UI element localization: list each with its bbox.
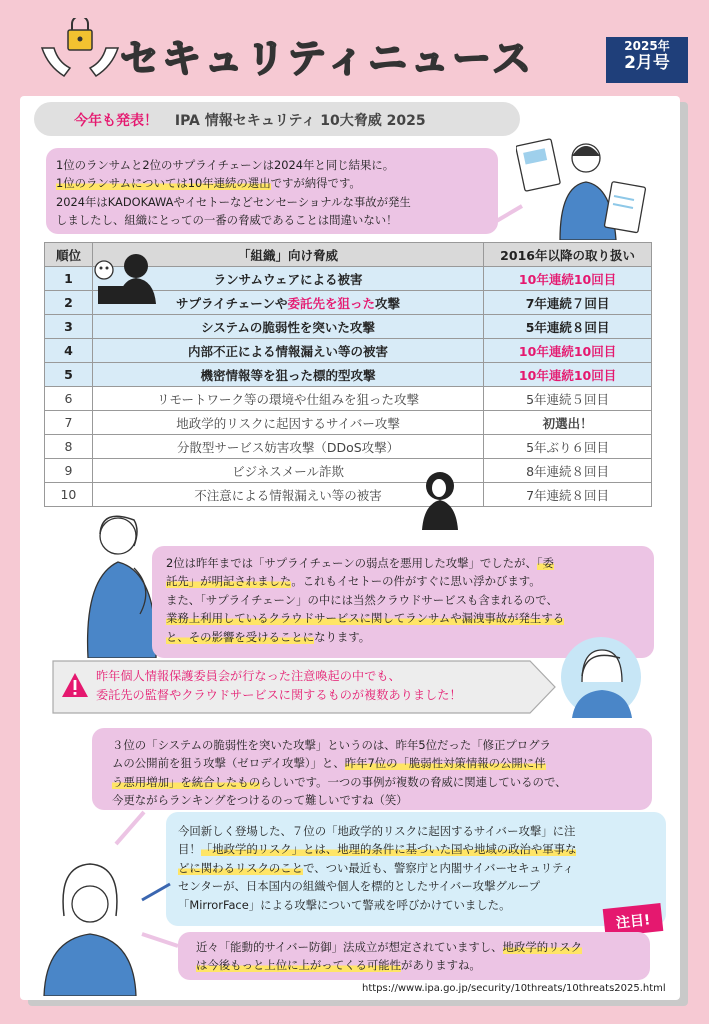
intro-line-4: しましたし、組織にとっての一番の脅威であることは間違いない！ [56,212,398,227]
intro-comment [46,148,498,234]
issue-date-badge [606,37,688,83]
para4-l3b: で、つい最近も、警察庁と内閣サイバーセキュリティ [303,860,574,875]
threat-name: リモートワーク等の環境や仕組みを狙った攻撃 [157,391,420,407]
para2-line-1 [166,554,644,572]
history-cell: 7年連続７回目 [484,291,652,315]
table-row [45,387,652,411]
threat-name: 地政学的リスクに起因するサイバー攻撃 [176,415,400,431]
threat-name-tail: 攻撃 [375,295,401,311]
geopolitical-comment [166,812,666,926]
table-row [45,459,652,483]
vulnerability-comment [92,728,652,810]
para3-l2a: ムの公開前を狙う攻撃（ゼロデイ攻撃）」と、 [112,756,345,771]
attention-badge: 注目! [603,903,664,937]
para3-l2hl: 昨年7位の「脆弱性対策情報の公開に伴 [344,756,546,771]
warning-text [96,667,462,705]
threat-cell [92,339,483,363]
table-row [45,435,652,459]
history-cell: 10年連続10回目 [484,339,652,363]
para4-line-1: 今回新しく登場した、７位の「地政学的リスクに起因するサイバー攻撃」に注 [178,824,576,838]
para4-line-2 [178,840,656,858]
warning-line-1: 昨年個人情報保護委員会が行なった注意喚起の中でも、 [96,669,401,683]
para3-line-4: 今更ながらランキングをつけるのって難しいですね（笑） [112,793,408,808]
history-cell: 7年連続８回目 [484,483,652,507]
rank-cell: 8 [45,435,93,459]
para4-line-3 [178,859,656,877]
para2-l5hl: と、その影響を受けることに [166,629,315,644]
speech-pointer-4 [140,930,180,950]
para3-line-1: ３位の「システムの脆弱性を突いた攻撃」というのは、昨年5位だった「修正プログラ [112,738,551,752]
warning-icon [61,672,89,698]
para3-l3b: らしいです。一つの事例が複数の脅威に関連しているので、 [260,774,567,789]
col-header-history: 2016年以降の取り扱い [484,243,652,267]
threat-cell [92,363,483,387]
threat-cell [92,387,483,411]
table-row [45,363,652,387]
intro-line-2-rest: ですが納得です。 [270,176,361,191]
lock-hands-icon [38,18,122,84]
threat-name: システムの脆弱性を突いた攻撃 [201,319,375,335]
para3-line-3 [112,773,642,791]
intro-line-1: 1位のランサムと2位のサプライチェーンは2024年と同じ結果に。 [56,158,395,172]
threat-name: 不注意による情報漏えい等の被害 [194,487,382,503]
speech-pointer [486,200,526,230]
para2-l2hl: 託先」が明記されました [166,574,292,589]
col-header-threat: 「組織」向け脅威 [92,243,483,267]
threat-name: サプライチェーンや [176,295,288,311]
history-cell: 8年連続８回目 [484,459,652,483]
threat-name: 分散型サービス妨害攻撃（DDoS攻撃） [176,439,400,455]
threat-name: ビジネスメール詐欺 [232,463,344,479]
para5-line-2 [196,956,640,974]
history-cell: 10年連続10回目 [484,267,652,291]
rank-cell: 5 [45,363,93,387]
para2-line-4 [166,609,644,627]
history-cell: 5年連続５回目 [484,387,652,411]
rank-cell: 7 [45,411,93,435]
intro-line-3: 2024年はKADOKAWAやイセトーなどセンセーショナルな事故が発生 [56,194,411,209]
woman-with-documents-illustration [516,132,650,240]
para2-l4hl: 業務上利用しているクラウドサービスに関してランサムや漏洩事故が発生する [166,611,565,626]
para2-l2b: 。これもイセトーの件がすぐに思い浮かびます。 [291,574,541,589]
table-row [45,315,652,339]
threat-name: ランサムウェアによる被害 [213,271,363,287]
table-row [45,483,652,507]
issue-year: 2025年 [624,39,670,53]
history-cell: 5年ぶり６回目 [484,435,652,459]
source-url[interactable]: https://www.ipa.go.jp/security/10threats/10threats2025.html [362,983,666,994]
threat-name: 内部不正による情報漏えい等の被害 [188,343,389,359]
headline-lead: 今年も発表！ [74,113,158,129]
threat-cell [92,435,483,459]
hooded-figure-icon [418,470,462,530]
para5-l1a: 近々「能動的サイバー防御」法成立が想定されていますし、 [196,940,503,954]
threat-name: 機密情報等を狙った標的型攻撃 [200,367,376,383]
intro-line-2 [56,174,488,192]
speech-pointer-2 [112,808,152,848]
threat-name-emphasis: 委託先を狙った [287,295,376,311]
para4-l3hl: どに関わるリスクのこと [178,860,304,875]
table-row [45,411,652,435]
threat-cell [92,315,483,339]
history-cell: 10年連続10回目 [484,363,652,387]
headline-title: IPA 情報セキュリティ 10大脅威 2025 [174,113,426,129]
rank-cell: 1 [45,267,93,291]
rank-cell: 2 [45,291,93,315]
warning-line-2: 委託先の監督やクラウドサービスに関するものが複数ありました！ [96,687,462,702]
issue-month: 2月号 [624,52,670,73]
para3-line-2 [112,754,642,772]
hacker-icon [90,250,160,306]
history-cell: 初選出！ [484,411,652,435]
para2-line-3: また、「サプライチェーン」の中には当然クラウドサービスも含まれるので、 [166,592,558,607]
headline-banner [34,102,520,136]
smiling-woman-avatar [560,636,642,718]
rank-cell: 6 [45,387,93,411]
para4-line-4: センターが、日本国内の組織や個人を標的としたサイバー攻撃グループ [178,879,541,894]
para2-l1hl: 「委 [536,556,554,570]
para5-l2hl: は今後もっと上位に上がってくる可能性 [196,958,402,973]
rank-cell: 3 [45,315,93,339]
para5-l2b: がありますね。 [401,958,481,973]
para3-l3hl: う悪用増加」を統合したもの [112,774,261,789]
para2-l5b: なります。 [314,629,371,644]
rank-cell: 4 [45,339,93,363]
para2-l1a: 2位は昨年までは「サプライチェーンの弱点を悪用した攻撃」でしたが、 [166,556,537,570]
para5-l1hl: 地政学的リスク [502,940,583,954]
rank-cell: 10 [45,483,93,507]
para5-line-1 [196,938,640,956]
intro-highlight: 1位のランサムについては10年連続の選出 [56,176,271,191]
para4-l2a: 目！ [178,842,201,857]
woman-illustration [34,856,144,996]
table-row [45,339,652,363]
history-cell: 5年連続８回目 [484,315,652,339]
threat-cell [92,411,483,435]
cyber-defense-comment [178,932,650,980]
para4-l2hl: 「地政学的リスク」とは、地理的条件に基づいた国や地域の政治や軍事な [200,842,577,857]
para2-line-2 [166,572,644,590]
page-title: セキュリティニュース [120,37,535,82]
speech-pointer-3 [140,880,174,904]
col-header-rank: 順位 [45,243,93,267]
rank-cell: 9 [45,459,93,483]
para4-line-5: 「MirrorFace」による攻撃について警戒を呼びかけていました。 [178,897,511,912]
